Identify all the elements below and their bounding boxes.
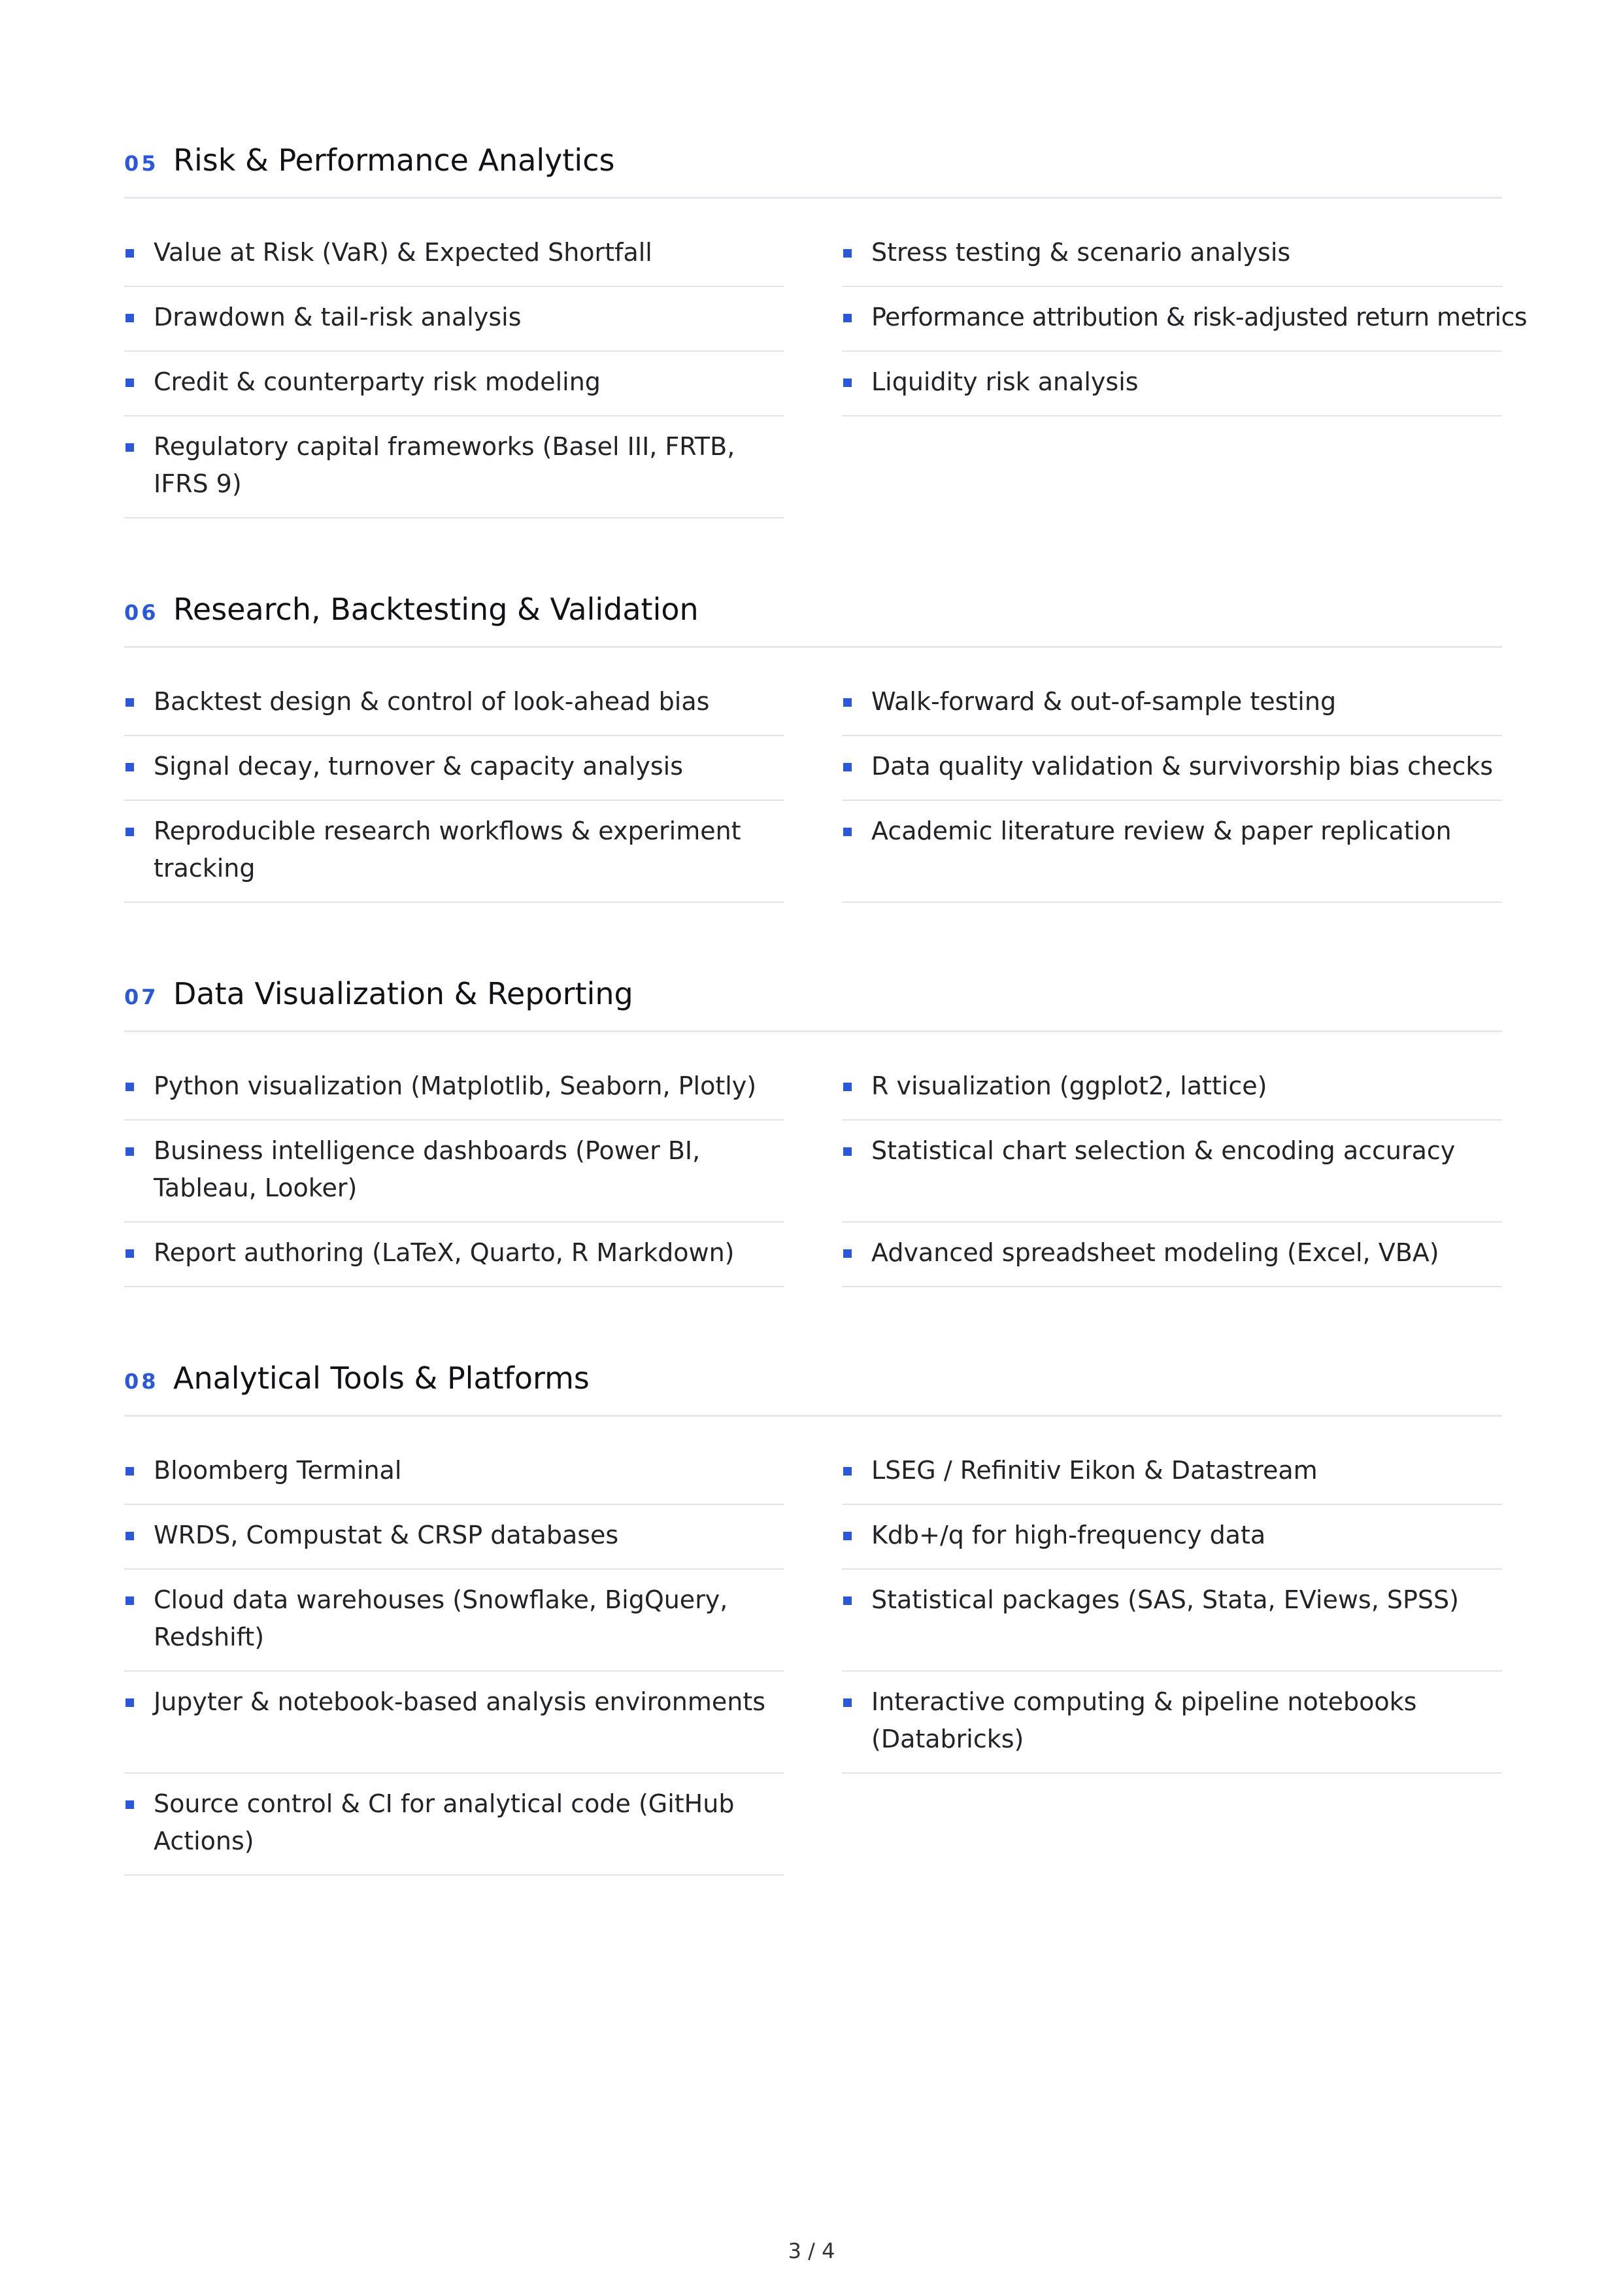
list-item: Backtest design & control of look-ahead bias — [124, 671, 784, 736]
list-item: Drawdown & tail-risk analysis — [124, 287, 784, 352]
list-item: R visualization (ggplot2, lattice) — [842, 1056, 1502, 1121]
square-bullet-icon — [125, 763, 134, 771]
list-item: Reproducible research workflows & experiment tracking — [124, 801, 784, 903]
skills-grid — [124, 1056, 1502, 1287]
list-item: Regulatory capital frameworks (Basel III, FRTB, IFRS 9) — [124, 416, 784, 518]
section-number: 07 — [124, 985, 159, 1009]
list-item: Statistical packages (SAS, Stata, EViews, SPSS) — [842, 1570, 1502, 1672]
square-bullet-icon — [843, 1698, 852, 1707]
skills-grid — [124, 671, 1502, 903]
list-item: Source control & CI for analytical code (GitHub Actions) — [124, 1774, 784, 1876]
list-item: Report authoring (LaTeX, Quarto, R Markdown) — [124, 1223, 784, 1287]
square-bullet-icon — [125, 1249, 134, 1258]
list-item: Stress testing & scenario analysis — [842, 222, 1502, 287]
square-bullet-icon — [125, 1467, 134, 1476]
empty-cell — [842, 416, 1502, 518]
square-bullet-icon — [125, 1532, 134, 1540]
skills-grid — [124, 222, 1527, 518]
list-item: Business intelligence dashboards (Power BI, Tableau, Looker) — [124, 1121, 784, 1223]
list-item: Interactive computing & pipeline notebooks (Databricks) — [842, 1672, 1502, 1774]
square-bullet-icon — [843, 828, 852, 836]
list-item: Statistical chart selection & encoding accuracy — [842, 1121, 1502, 1223]
section-title: Risk & Performance Analytics — [173, 143, 615, 178]
list-item: Academic literature review & paper replication — [842, 801, 1502, 903]
list-item: Jupyter & notebook-based analysis environments — [124, 1672, 784, 1774]
list-item: Performance attribution & risk-adjusted return metrics — [842, 287, 1502, 352]
page-indicator: 3 / 4 — [788, 2238, 835, 2263]
list-item: Credit & counterparty risk modeling — [124, 352, 784, 416]
section-header — [124, 592, 1502, 648]
section-research-backtesting — [124, 592, 1502, 903]
section-data-visualization — [124, 976, 1502, 1287]
square-bullet-icon — [125, 379, 134, 387]
list-item: Value at Risk (VaR) & Expected Shortfall — [124, 222, 784, 287]
section-number: 08 — [124, 1369, 159, 1394]
square-bullet-icon — [125, 249, 134, 258]
square-bullet-icon — [125, 1147, 134, 1156]
list-item: Liquidity risk analysis — [842, 352, 1502, 416]
section-analytical-tools — [124, 1360, 1502, 1876]
section-title: Research, Backtesting & Validation — [173, 592, 699, 627]
page-content — [124, 143, 1527, 1876]
square-bullet-icon — [125, 443, 134, 452]
square-bullet-icon — [843, 314, 852, 322]
square-bullet-icon — [125, 314, 134, 322]
list-item: Signal decay, turnover & capacity analysis — [124, 736, 784, 801]
section-header — [124, 143, 1502, 199]
list-item: Kdb+/q for high-frequency data — [842, 1505, 1502, 1570]
list-item: WRDS, Compustat & CRSP databases — [124, 1505, 784, 1570]
square-bullet-icon — [843, 379, 852, 387]
square-bullet-icon — [843, 763, 852, 771]
square-bullet-icon — [125, 1800, 134, 1809]
square-bullet-icon — [843, 698, 852, 707]
square-bullet-icon — [843, 1249, 852, 1258]
square-bullet-icon — [125, 828, 134, 836]
square-bullet-icon — [843, 1467, 852, 1476]
square-bullet-icon — [125, 1596, 134, 1605]
section-title: Data Visualization & Reporting — [173, 976, 633, 1011]
list-item: Advanced spreadsheet modeling (Excel, VBA) — [842, 1223, 1502, 1287]
section-header — [124, 1360, 1502, 1417]
square-bullet-icon — [843, 1147, 852, 1156]
list-item: Data quality validation & survivorship bias checks — [842, 736, 1502, 801]
section-number: 06 — [124, 600, 159, 625]
list-item: Walk-forward & out-of-sample testing — [842, 671, 1502, 736]
empty-cell — [842, 1774, 1502, 1876]
list-item: Python visualization (Matplotlib, Seaborn, Plotly) — [124, 1056, 784, 1121]
list-item: Bloomberg Terminal — [124, 1440, 784, 1505]
square-bullet-icon — [843, 249, 852, 258]
list-item: Cloud data warehouses (Snowflake, BigQuery, Redshift) — [124, 1570, 784, 1672]
section-risk-performance — [124, 143, 1527, 518]
square-bullet-icon — [843, 1083, 852, 1091]
section-title: Analytical Tools & Platforms — [173, 1360, 590, 1396]
section-number: 05 — [124, 151, 159, 176]
square-bullet-icon — [125, 1083, 134, 1091]
square-bullet-icon — [125, 1698, 134, 1707]
square-bullet-icon — [125, 698, 134, 707]
square-bullet-icon — [843, 1596, 852, 1605]
skills-grid — [124, 1440, 1502, 1876]
square-bullet-icon — [843, 1532, 852, 1540]
section-header — [124, 976, 1502, 1032]
list-item: LSEG / Refinitiv Eikon & Datastream — [842, 1440, 1502, 1505]
